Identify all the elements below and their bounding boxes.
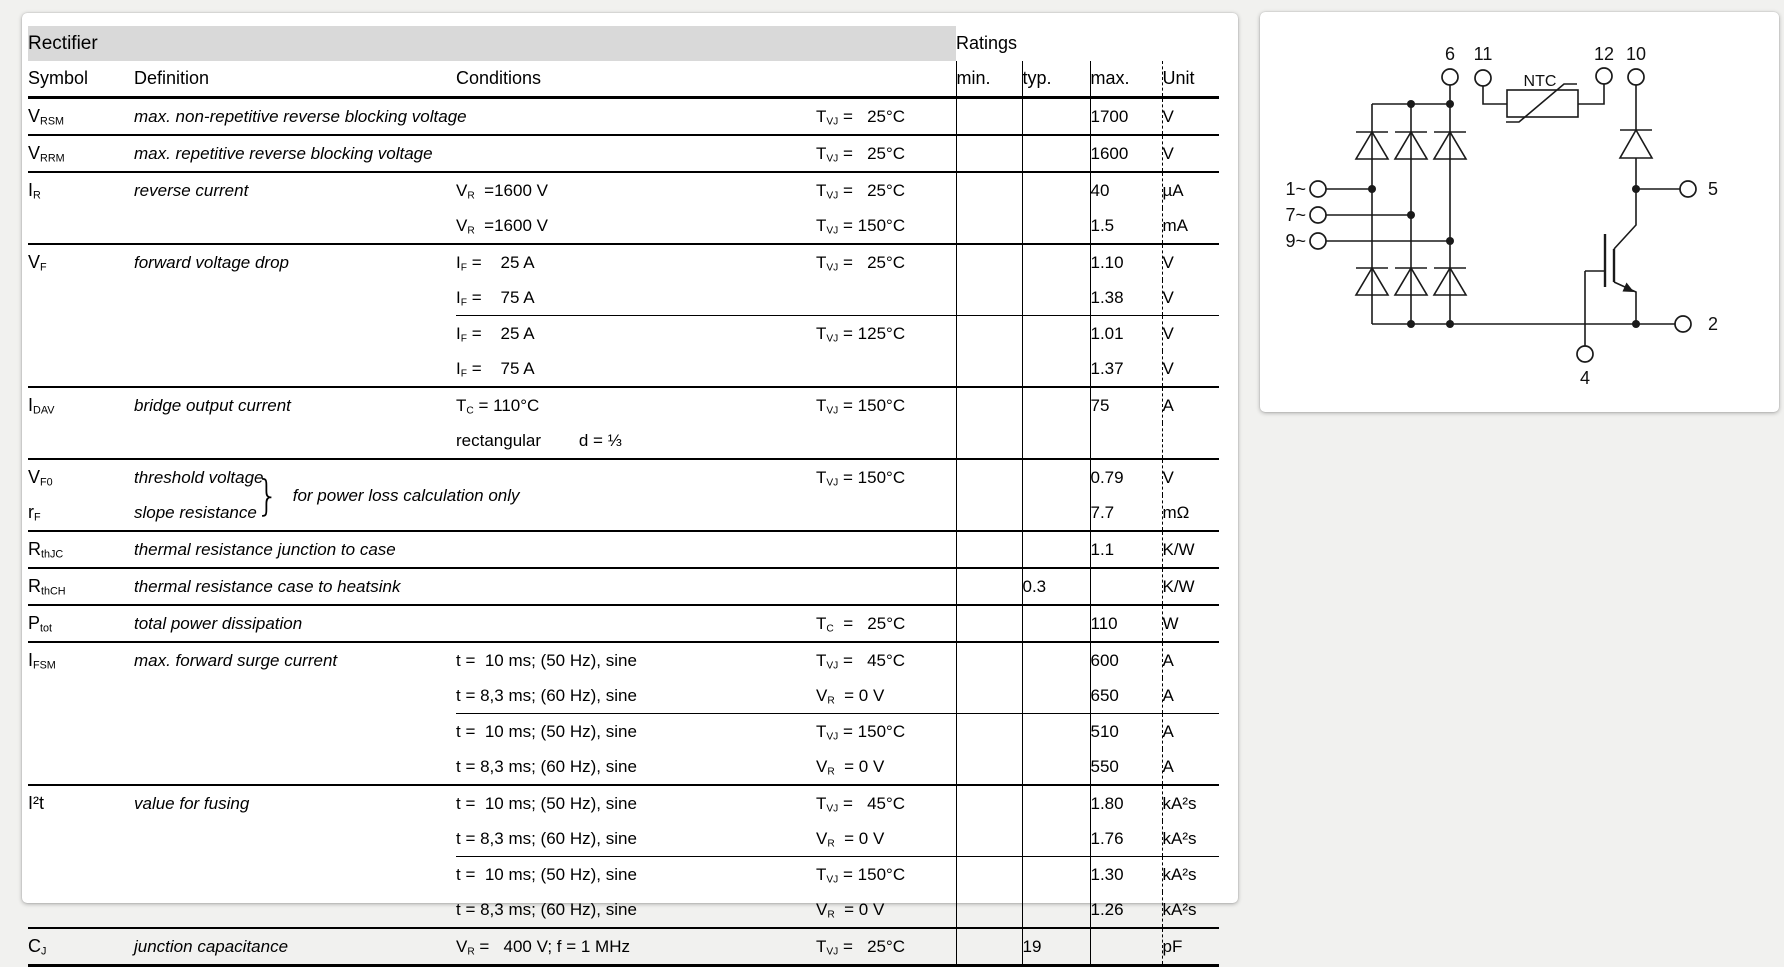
- definition-cell: [134, 208, 456, 244]
- max-cell: 1.01: [1090, 316, 1162, 352]
- min-cell: [956, 423, 1022, 459]
- table-row: [28, 892, 1219, 928]
- unit-cell: kA²s: [1162, 821, 1219, 857]
- definition-cell: [134, 316, 456, 352]
- unit-cell: mΩ: [1162, 495, 1219, 531]
- typ-cell: [1022, 857, 1090, 893]
- min-cell: [956, 568, 1022, 605]
- terminal-9-label: 9~: [1285, 231, 1306, 251]
- min-cell: [956, 857, 1022, 893]
- cond2-cell: [816, 531, 956, 568]
- col-header-definition: Definition: [134, 61, 456, 98]
- definition-cell: value for fusing: [134, 785, 456, 821]
- terminal-6: [1442, 69, 1458, 85]
- cond1-cell: $I_F$ = 75 A: [456, 358, 535, 380]
- definition-cell: thermal resistance junction to case: [134, 531, 456, 568]
- typ-cell: [1022, 678, 1090, 714]
- typ-cell: [1022, 423, 1090, 459]
- max-cell: 40: [1090, 172, 1162, 208]
- min-cell: [956, 459, 1022, 495]
- definition-cell: reverse current: [134, 172, 456, 208]
- cond1-cell: t = 8,3 ms; (60 Hz), sine: [456, 828, 637, 848]
- circuit-diagram: [1260, 12, 1779, 412]
- ac-input-wires: [1326, 189, 1450, 241]
- col-header-min: min.: [956, 61, 1022, 98]
- max-cell: 1.1: [1090, 531, 1162, 568]
- typ-cell: [1022, 280, 1090, 316]
- cond2-cell: $V_R = 0$ V: [816, 685, 885, 707]
- symbol-cell: [28, 280, 134, 316]
- unit-cell: kA²s: [1162, 857, 1219, 893]
- min-cell: [956, 605, 1022, 642]
- max-cell: 7.7: [1090, 495, 1162, 531]
- min-cell: [956, 280, 1022, 316]
- cond1-cell: t = 8,3 ms; (60 Hz), sine: [456, 756, 637, 776]
- table-row: [28, 785, 1219, 821]
- cond1-cell: $I_F$ = 25 A: [456, 244, 816, 280]
- symbol-cell: $V_{RSM}$: [28, 106, 65, 128]
- cond2-cell: $T_{VJ} = 45^\circ C$: [816, 642, 956, 678]
- cond1-cell: [456, 605, 816, 642]
- table-row: [28, 495, 1219, 531]
- min-cell: [956, 928, 1022, 966]
- max-cell: 1.38: [1090, 280, 1162, 316]
- symbol-cell: [28, 423, 134, 459]
- terminal-9: [1310, 233, 1326, 249]
- circuit-diagram-panel: [1260, 12, 1779, 412]
- ratings-header-spacer: [1162, 26, 1219, 61]
- typ-cell: 0.3: [1022, 568, 1090, 605]
- typ-cell: [1022, 98, 1090, 136]
- cond1-cell: $V_R =1600$ V: [456, 172, 816, 208]
- definition-cell: [134, 857, 456, 893]
- min-cell: [956, 135, 1022, 172]
- terminal-7-label: 7~: [1285, 205, 1306, 225]
- cond1-cell: $V_R = 400$ V; f = 1 MHz: [456, 928, 816, 966]
- typ-cell: [1022, 135, 1090, 172]
- table-row: [28, 714, 1219, 750]
- terminal-10: [1628, 69, 1644, 85]
- terminal-11: [1475, 70, 1491, 86]
- max-cell: 1700: [1090, 98, 1162, 136]
- cond2-cell: $T_{VJ} = 25^\circ C$: [816, 172, 956, 208]
- min-cell: [956, 244, 1022, 280]
- terminal-1: [1310, 181, 1326, 197]
- definition-cell: max. repetitive reverse blocking voltage: [134, 135, 456, 172]
- cond2-cell: $T_{VJ} = 45^\circ C$: [816, 785, 956, 821]
- terminal-4-label: 4: [1579, 368, 1591, 388]
- table-row: [28, 208, 1219, 244]
- definition-cell: thermal resistance case to heatsink: [134, 568, 456, 605]
- cond2-cell: [816, 568, 956, 605]
- table-body: [28, 98, 1219, 966]
- cond1-cell: $V_R =1600$ V: [456, 215, 548, 237]
- chopper-diode-icon: [1620, 85, 1652, 189]
- terminal-1-label: 1~: [1285, 179, 1306, 199]
- terminal-7: [1310, 207, 1326, 223]
- typ-cell: [1022, 495, 1090, 531]
- definition-cell: slope resistance: [134, 502, 257, 522]
- symbol-cell: $r_F$: [28, 502, 41, 524]
- min-cell: [956, 714, 1022, 750]
- max-cell: 650: [1090, 678, 1162, 714]
- definition-cell: [134, 423, 456, 459]
- table-row: [28, 749, 1219, 785]
- column-header-row: [28, 61, 1219, 98]
- min-cell: [956, 531, 1022, 568]
- unit-cell: kA²s: [1162, 892, 1219, 928]
- max-cell: [1090, 928, 1162, 966]
- cond1-cell: t = 10 ms; (50 Hz), sine: [456, 642, 816, 678]
- unit-cell: W: [1162, 605, 1219, 642]
- terminal-12-label: 12: [1593, 44, 1615, 64]
- symbol-cell: $P_{tot}$: [28, 605, 134, 642]
- symbol-cell: $V_{F0}$: [28, 459, 134, 495]
- min-cell: [956, 316, 1022, 352]
- section-title: Rectifier: [28, 26, 956, 61]
- definition-cell: [134, 892, 456, 928]
- unit-cell: K/W: [1162, 568, 1219, 605]
- typ-cell: [1022, 208, 1090, 244]
- unit-cell: K/W: [1162, 531, 1219, 568]
- unit-cell: A: [1162, 678, 1219, 714]
- unit-cell: mA: [1162, 208, 1219, 244]
- max-cell: 0.79: [1090, 459, 1162, 495]
- terminal-labels: [1285, 44, 1718, 388]
- max-cell: 1.10: [1090, 244, 1162, 280]
- ntc-label: NTC: [1523, 73, 1557, 90]
- col-header-symbol: Symbol: [28, 61, 134, 98]
- min-cell: [956, 749, 1022, 785]
- symbol-cell: [28, 857, 134, 893]
- definition-cell: junction capacitance: [134, 928, 456, 966]
- definition-cell: total power dissipation: [134, 605, 456, 642]
- symbol-cell: $I_R$: [28, 172, 134, 208]
- igbt-icon: [1585, 189, 1636, 346]
- cond2-cell: $T_{VJ} = 125^\circ C$: [816, 316, 956, 352]
- cond2-cell: $V_R = 0$ V: [816, 828, 885, 850]
- max-cell: 600: [1090, 642, 1162, 678]
- rectifier-ratings-panel: [22, 13, 1238, 958]
- max-cell: 110: [1090, 605, 1162, 642]
- cond2-cell: [816, 280, 956, 316]
- ratings-header: Ratings: [956, 33, 1018, 53]
- definition-cell: [134, 351, 456, 387]
- typ-cell: [1022, 531, 1090, 568]
- table-row: [28, 135, 1219, 172]
- max-cell: 1.26: [1090, 892, 1162, 928]
- terminal-11-label: 11: [1473, 44, 1493, 64]
- unit-cell: V: [1162, 316, 1219, 352]
- symbol-cell: [28, 208, 134, 244]
- terminal-5: [1680, 181, 1696, 197]
- unit-cell: [1162, 423, 1219, 459]
- symbol-cell: $V_F$: [28, 244, 134, 280]
- definition-cell: forward voltage drop: [134, 244, 456, 280]
- table-row: [28, 678, 1219, 714]
- unit-cell: V: [1162, 98, 1219, 136]
- unit-cell: A: [1162, 642, 1219, 678]
- symbol-cell: [28, 351, 134, 387]
- terminal-2-label: 2: [1708, 314, 1719, 334]
- col-header-max: max.: [1090, 61, 1162, 98]
- cond1-cell: $I_F$ = 25 A: [456, 316, 816, 352]
- definition-cell: threshold voltage } for power loss calculation only: [134, 459, 456, 495]
- max-cell: 1.80: [1090, 785, 1162, 821]
- table-row: [28, 568, 1219, 605]
- symbol-cell: $R_{thCH}$: [28, 568, 134, 605]
- table-row: [28, 316, 1219, 352]
- table-row: [28, 423, 1219, 459]
- symbol-cell: $I_{FSM}$: [28, 642, 134, 678]
- typ-cell: [1022, 821, 1090, 857]
- cond1-cell: [456, 98, 816, 136]
- max-cell: [1090, 568, 1162, 605]
- typ-cell: 19: [1022, 928, 1090, 966]
- typ-cell: [1022, 605, 1090, 642]
- max-cell: 1.37: [1090, 351, 1162, 387]
- cond2-cell: $T_C = 25^\circ C$: [816, 605, 956, 642]
- cond2-cell: $V_R = 0$ V: [816, 756, 885, 778]
- symbol-cell: [28, 678, 134, 714]
- cond2-cell: $T_{VJ} = 150^\circ C$: [816, 215, 906, 237]
- cond2-cell: [816, 495, 956, 531]
- cond2-cell: $V_R = 0$ V: [816, 899, 885, 921]
- unit-cell: V: [1162, 280, 1219, 316]
- terminal-4: [1577, 346, 1593, 362]
- table-row: [28, 821, 1219, 857]
- rectifier-ratings-table: [28, 26, 1219, 967]
- unit-cell: µA: [1162, 172, 1219, 208]
- cond1-cell: [456, 568, 816, 605]
- terminal-2: [1675, 316, 1691, 332]
- min-cell: [956, 387, 1022, 423]
- cond1-cell: rectangular d = ⅓: [456, 430, 622, 450]
- terminal-10-label: 10: [1625, 44, 1647, 64]
- table-row: [28, 98, 1219, 136]
- max-cell: 550: [1090, 749, 1162, 785]
- max-cell: 1.30: [1090, 857, 1162, 893]
- table-row: [28, 857, 1219, 893]
- unit-cell: V: [1162, 244, 1219, 280]
- max-cell: [1090, 423, 1162, 459]
- table-row: [28, 351, 1219, 387]
- typ-cell: [1022, 459, 1090, 495]
- cond1-cell: [456, 135, 816, 172]
- typ-cell: [1022, 892, 1090, 928]
- min-cell: [956, 495, 1022, 531]
- cond1-cell: t = 8,3 ms; (60 Hz), sine: [456, 685, 637, 705]
- unit-cell: V: [1162, 351, 1219, 387]
- table-row: [28, 280, 1219, 316]
- symbol-cell: $C_J$: [28, 928, 134, 966]
- unit-cell: pF: [1162, 928, 1219, 966]
- cond1-cell: $I_F$ = 75 A: [456, 287, 535, 309]
- symbol-cell: [28, 749, 134, 785]
- table-row: [28, 531, 1219, 568]
- typ-cell: [1022, 785, 1090, 821]
- definition-cell: [134, 714, 456, 750]
- table-row: [28, 244, 1219, 280]
- unit-cell: A: [1162, 749, 1219, 785]
- unit-cell: kA²s: [1162, 785, 1219, 821]
- definition-cell: [134, 678, 456, 714]
- cond2-cell: [816, 351, 956, 387]
- symbol-cell: [28, 821, 134, 857]
- definition-cell: [134, 749, 456, 785]
- cond2-cell: $T_{VJ} = 25^\circ C$: [816, 106, 906, 128]
- symbol-cell: $R_{thJC}$: [28, 531, 134, 568]
- unit-cell: A: [1162, 714, 1219, 750]
- typ-cell: [1022, 244, 1090, 280]
- min-cell: [956, 892, 1022, 928]
- cond1-cell: t = 10 ms; (50 Hz), sine: [456, 785, 816, 821]
- typ-cell: [1022, 749, 1090, 785]
- symbol-cell: [28, 714, 134, 750]
- min-cell: [956, 351, 1022, 387]
- max-cell: 1600: [1090, 135, 1162, 172]
- table-title-row: [28, 26, 1219, 61]
- brace-note: [254, 461, 520, 530]
- typ-cell: [1022, 387, 1090, 423]
- col-header-unit: Unit: [1162, 61, 1219, 98]
- symbol-cell: [28, 892, 134, 928]
- min-cell: [956, 678, 1022, 714]
- table-row: [28, 459, 1219, 495]
- max-cell: 75: [1090, 387, 1162, 423]
- typ-cell: [1022, 172, 1090, 208]
- power-loss-note: for power loss calculation only: [292, 485, 520, 505]
- typ-cell: [1022, 714, 1090, 750]
- cond2-cell: $T_{VJ} = 150^\circ C$: [816, 857, 956, 893]
- cond1-cell: t = 10 ms; (50 Hz), sine: [456, 714, 816, 750]
- terminal-12: [1596, 68, 1612, 84]
- cond2-cell: $T_{VJ} = 150^\circ C$: [816, 714, 956, 750]
- min-cell: [956, 208, 1022, 244]
- min-cell: [956, 98, 1022, 136]
- min-cell: [956, 642, 1022, 678]
- min-cell: [956, 172, 1022, 208]
- col-header-conditions: Conditions: [456, 61, 956, 98]
- brace-glyph: }: [256, 470, 279, 520]
- terminal-5-label: 5: [1708, 179, 1719, 199]
- definition-cell: bridge output current: [134, 387, 456, 423]
- definition-cell: [134, 821, 456, 857]
- terminal-6-label: 6: [1444, 44, 1456, 64]
- cond2-cell: $T_{VJ} = 25^\circ C$: [816, 135, 956, 172]
- cond2-cell: $T_{VJ} = 150^\circ C$: [816, 459, 956, 495]
- table-row: [28, 172, 1219, 208]
- table-row: [28, 387, 1219, 423]
- col-header-typ: typ.: [1022, 61, 1090, 98]
- typ-cell: [1022, 316, 1090, 352]
- cond1-cell: t = 10 ms; (50 Hz), sine: [456, 857, 816, 893]
- cond2-cell: [816, 423, 956, 459]
- max-cell: 510: [1090, 714, 1162, 750]
- definition-cell: max. forward surge current: [134, 642, 456, 678]
- definition-cell: [134, 280, 456, 316]
- min-cell: [956, 785, 1022, 821]
- max-cell: 1.5: [1090, 208, 1162, 244]
- table-row: [28, 642, 1219, 678]
- cond1-cell: $T_C = 110^\circ C$: [456, 387, 816, 423]
- cond2-cell: $T_{VJ} = 25^\circ C$: [816, 244, 956, 280]
- unit-cell: V: [1162, 135, 1219, 172]
- definition-cell: max. non-repetitive reverse blocking voltage: [134, 106, 467, 126]
- unit-cell: V: [1162, 459, 1219, 495]
- cond1-cell: [456, 531, 816, 568]
- symbol-cell: $V_{RRM}$: [28, 135, 134, 172]
- unit-cell: A: [1162, 387, 1219, 423]
- max-cell: 1.76: [1090, 821, 1162, 857]
- typ-cell: [1022, 351, 1090, 387]
- cond1-cell: t = 8,3 ms; (60 Hz), sine: [456, 899, 637, 919]
- symbol-cell: $I_{DAV}$: [28, 387, 134, 423]
- table-row: [28, 928, 1219, 966]
- cond2-cell: $T_{VJ} = 150^\circ C$: [816, 387, 956, 423]
- min-cell: [956, 821, 1022, 857]
- symbol-cell: I²t: [28, 785, 134, 821]
- symbol-cell: [28, 316, 134, 352]
- cond2-cell: $T_{VJ} = 25^\circ C$: [816, 928, 956, 966]
- typ-cell: [1022, 642, 1090, 678]
- table-row: [28, 605, 1219, 642]
